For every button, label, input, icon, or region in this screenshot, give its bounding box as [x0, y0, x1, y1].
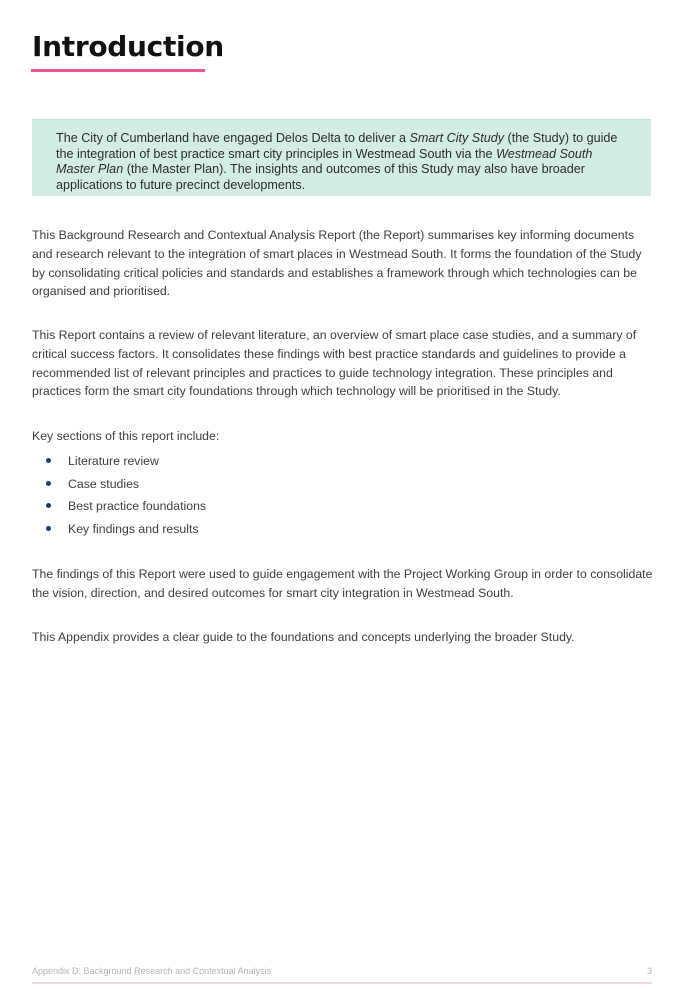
paragraph-report-summary: This Background Research and Contextual Analysis Report (the Report) summarises key informing documents and research relevant to the integration of smart places in Westmead South. It forms the foundation of the Study by consolidating critical policies and standards and establishes a framework through which technologies can be organised and prioritised.: [32, 228, 642, 299]
callout-italic-study: Smart City Study: [409, 131, 505, 145]
bullet-icon: [46, 481, 51, 486]
footer-title: Appendix D: Background Research and Contextual Analysis: [32, 966, 272, 976]
callout-text-3: (the Master Plan). The insights and outcomes of this Study may also have broader applications to future precinct developments.: [56, 162, 585, 192]
page-number: 3: [646, 966, 652, 976]
intro-callout-box: [32, 119, 651, 196]
list-item: [32, 520, 206, 543]
callout-text-1: The City of Cumberland have engaged Delos Delta to deliver a: [56, 131, 410, 145]
callout-italic-master-plan: Westmead South Master Plan: [56, 146, 593, 177]
list-item-label: Key findings and results: [68, 521, 199, 536]
bullet-icon: [46, 526, 51, 531]
key-sections-list: [32, 452, 206, 542]
callout-text-2: (the Study) to guide the integration of best practice smart city principles in Westmead South via the: [56, 131, 618, 161]
bullet-icon: [46, 458, 51, 463]
page-title: Introduction: [32, 30, 224, 63]
title-underline: [31, 69, 205, 72]
paragraph-key-sections-intro: Key sections of this report include:: [32, 429, 220, 443]
bullet-icon: [46, 503, 51, 508]
list-item: [32, 452, 206, 475]
list-item-label: Literature review: [68, 454, 159, 468]
list-item: [32, 475, 206, 498]
list-item-label: Case studies: [68, 476, 140, 491]
paragraph-report-contents: This Report contains a review of relevant literature, an overview of smart place case studies, and a summary of critical success factors. It consolidates these findings with best practice standards and guidelines to provide a recommended list of relevant principles and practices to guide technology integration. These principles and practices form the smart city foundations through which technology will be prioritised in the Study.: [32, 328, 637, 399]
footer-rule: [32, 982, 652, 984]
paragraph-appendix-guide: This Appendix provides a clear guide to the foundations and concepts underlying the broader Study.: [32, 630, 575, 644]
list-item: [32, 497, 206, 520]
list-item-label: Best practice foundations: [68, 499, 207, 513]
paragraph-findings: The findings of this Report were used to guide engagement with the Project Working Group in order to consolidate the vision, direction, and desired outcomes for smart city integration in Westmead South.: [32, 567, 653, 600]
